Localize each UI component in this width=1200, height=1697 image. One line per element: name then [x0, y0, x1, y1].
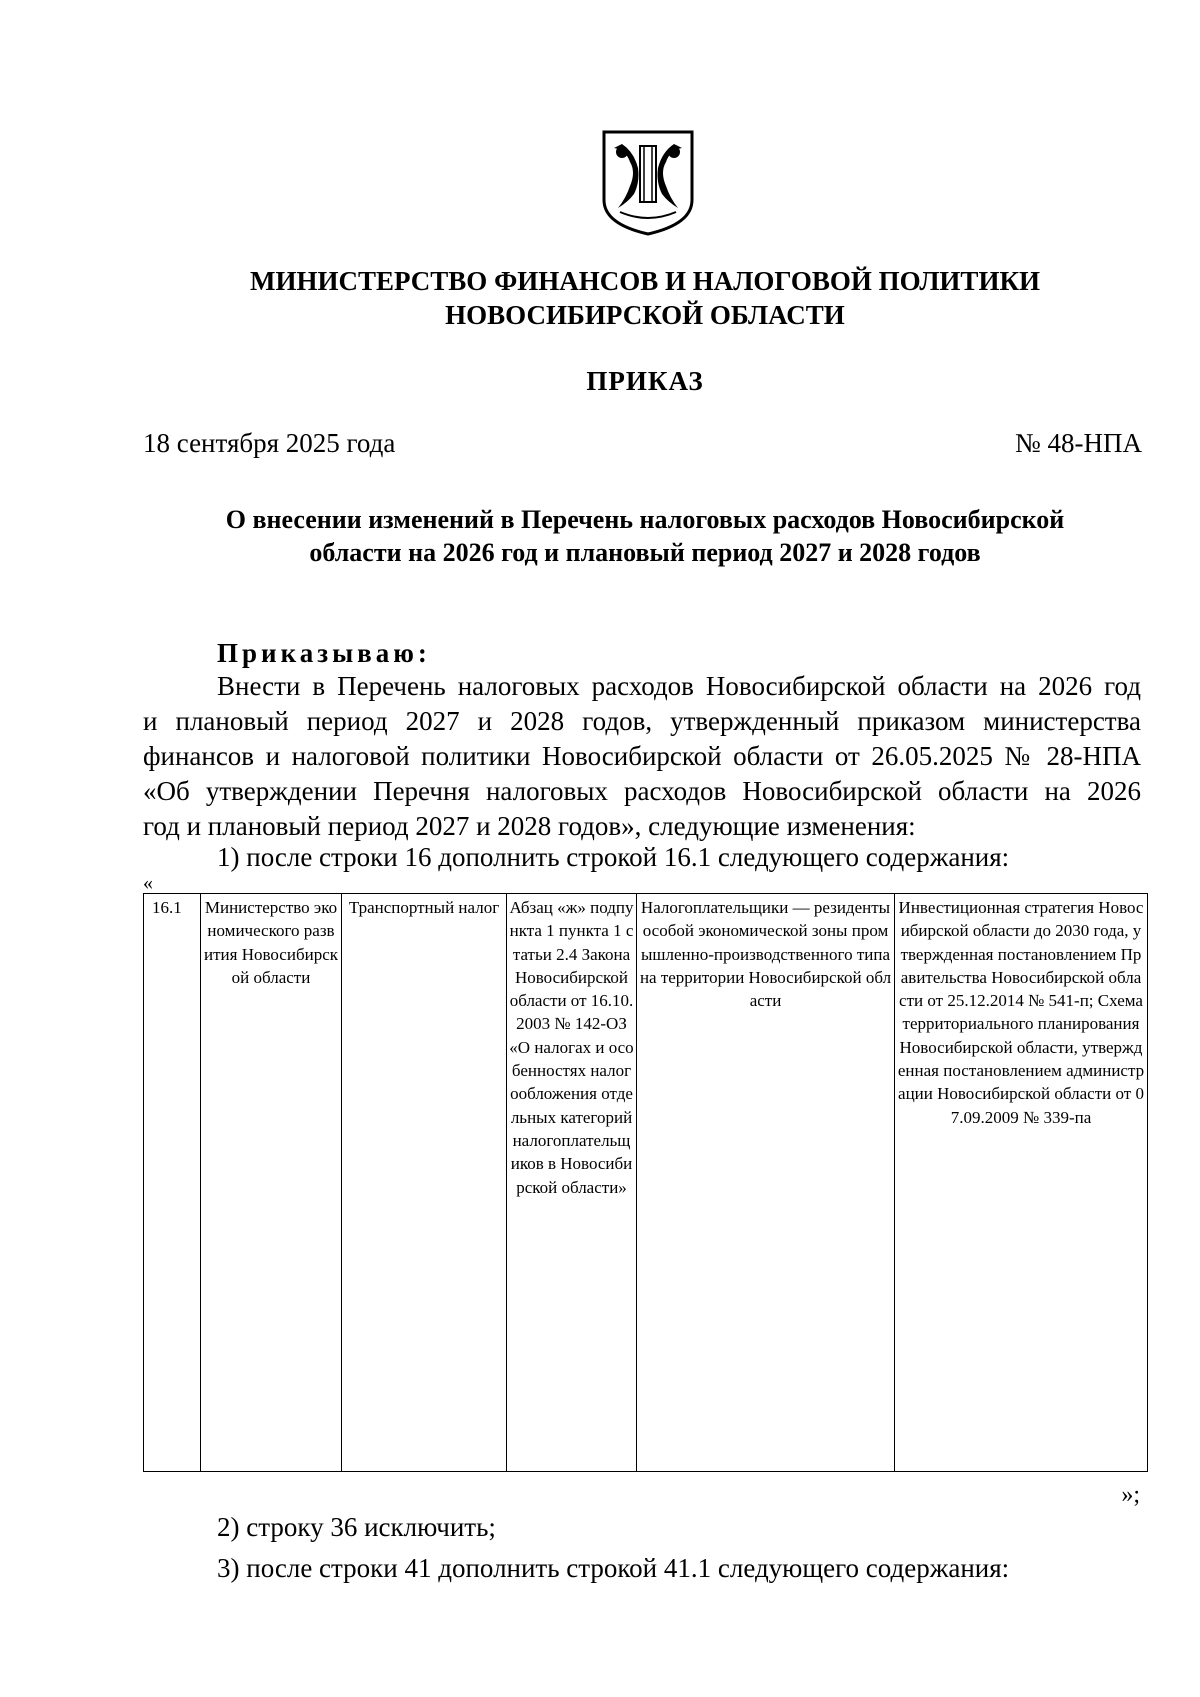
cell-curator: Министерство экономического развития Новосибирской области [201, 894, 342, 1472]
amendment-item-1: 1) после строки 16 дополнить строкой 16.1 следующего содержания: [217, 842, 1010, 872]
coat-of-arms-icon [600, 128, 696, 236]
subject-line-2: области на 2026 год и плановый период 2027 и 2028 годов [309, 538, 981, 567]
paragraph-line: Внести в Перечень налоговых расходов Новосибирской области на 2026 год [217, 671, 1141, 701]
subject-line-1: О внесении изменений в Перечень налоговых расходов Новосибирской [225, 505, 1065, 534]
amendment-item-2: 2) строку 36 исключить; [217, 1512, 496, 1542]
close-quote: »; [1121, 1482, 1140, 1508]
cell-row-number: 16.1 [144, 894, 201, 1472]
cell-strategy: Инвестиционная стратегия Новосибирской области до 2030 года, утвержденная постановлением Правительства Новосибирской области от 25.12.2014 № 541-п; Схема территориального планирования Новосибирской области, утвержденная постановлением администрации Новосибирской области от 07.09.2009 № 339-па [895, 894, 1148, 1472]
order-type: ПРИКАЗ [586, 366, 704, 396]
ministry-name [140, 264, 1150, 332]
paragraph-line: и плановый период 2027 и 2028 годов, утвержденный приказом министерства [143, 706, 1141, 736]
order-subject [140, 503, 1150, 569]
main-paragraph [143, 669, 1141, 844]
paragraph-line: «Об утверждении Перечня налоговых расходов Новосибирской области на 2026 [143, 776, 1141, 806]
ministry-line-1: МИНИСТЕРСТВО ФИНАНСОВ И НАЛОГОВОЙ ПОЛИТИКИ [249, 266, 1041, 296]
amendment-item-3: 3) после строки 41 дополнить строкой 41.1 следующего содержания: [217, 1553, 1010, 1583]
table-row [144, 894, 1148, 1472]
ministry-line-2: НОВОСИБИРСКОЙ ОБЛАСТИ [445, 300, 845, 330]
inserted-row-table [143, 893, 1148, 1472]
order-date: 18 сентября 2025 года [143, 428, 396, 458]
cell-taxpayers: Налогоплательщики — резиденты особой экономической зоны промышленно-производственного типа на территории Новосибирской области [637, 894, 895, 1472]
order-number: № 48-НПА [1015, 428, 1142, 458]
decree-word: Приказываю: [217, 638, 431, 668]
cell-legal-norm: Абзац «ж» подпункта 1 пункта 1 статьи 2.4 Закона Новосибирской области от 16.10.2003 № 142-ОЗ «О налогах и особенностях налогообложения отдельных категорий налогоплательщиков в Новосибирской области» [507, 894, 637, 1472]
open-quote: « [143, 872, 153, 894]
paragraph-line: год и плановый период 2027 и 2028 годов», следующие изменения: [143, 811, 916, 841]
paragraph-line: финансов и налоговой политики Новосибирской области от 26.05.2025 № 28-НПА [143, 741, 1141, 771]
cell-tax-name: Транспортный налог [342, 894, 507, 1472]
